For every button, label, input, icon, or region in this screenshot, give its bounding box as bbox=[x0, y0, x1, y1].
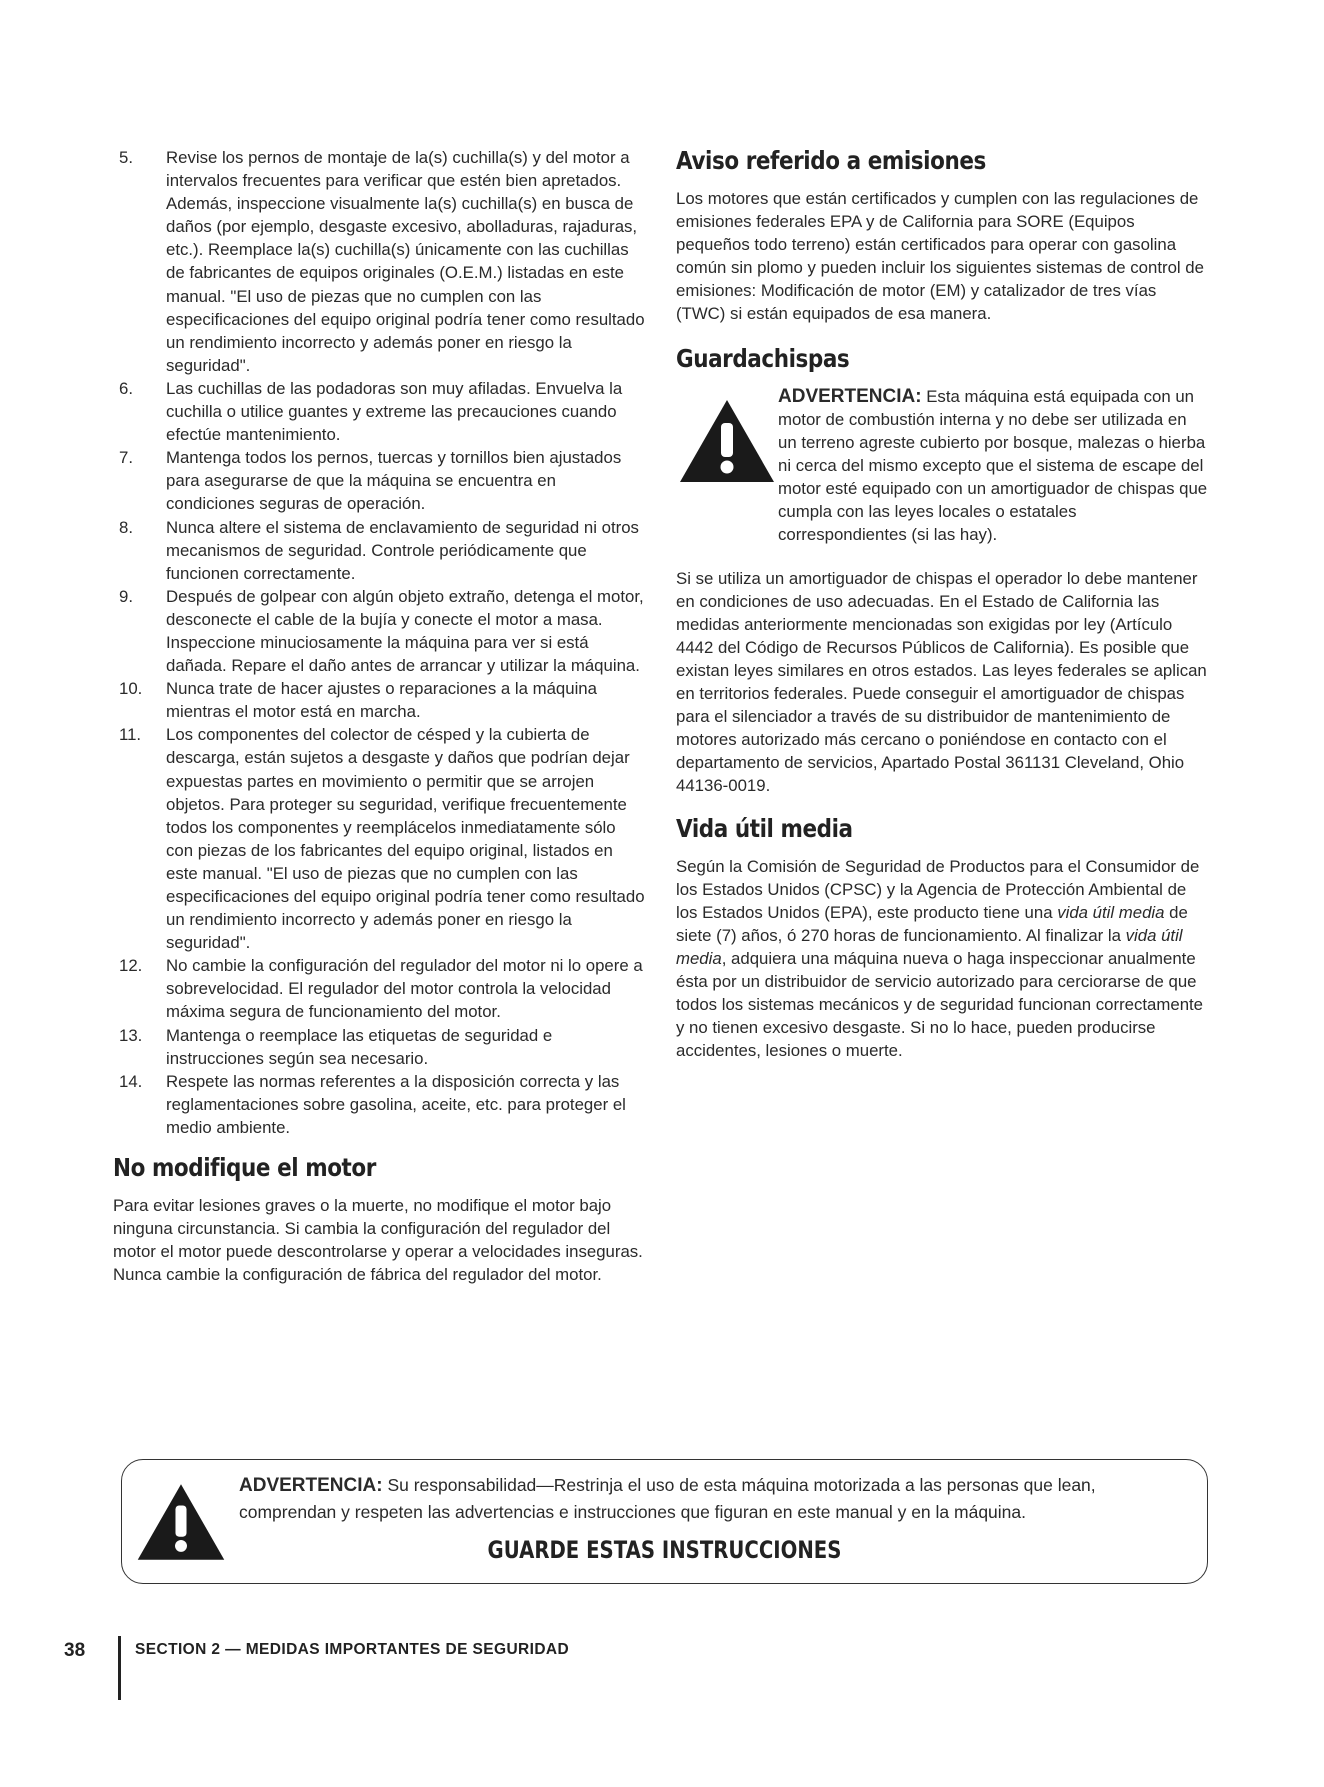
list-item bbox=[113, 1070, 645, 1139]
item-number: 7. bbox=[119, 448, 133, 468]
list-item bbox=[113, 677, 645, 723]
item-text: Después de golpear con algún objeto extraño, detenga el motor, desconecte el cable de la bujía y conecte el motor a masa. Inspeccione minuciosamente la máquina para ver si está dañada. Repare el daño antes de arrancar y utilizar la máquina. bbox=[166, 586, 644, 676]
bottom-warning-box bbox=[121, 1459, 1208, 1584]
motor-heading: No modifique el motor bbox=[113, 1153, 376, 1183]
item-number: 11. bbox=[119, 725, 142, 745]
item-number: 9. bbox=[119, 586, 133, 606]
item-number: 5. bbox=[119, 148, 133, 167]
section-title: SECTION 2 — MEDIDAS IMPORTANTES DE SEGURIDAD bbox=[135, 1641, 570, 1658]
item-number: 14. bbox=[119, 1071, 143, 1091]
safety-list bbox=[113, 146, 645, 1139]
right-column bbox=[676, 146, 1208, 1062]
warning-label: ADVERTENCIA: bbox=[778, 385, 922, 407]
warning-body: Su responsabilidad—Restrinja el uso de esta máquina motorizada a las personas que lean, comprendan y respeten las advertencias e instrucciones que figuran en este manual y en la máquina. bbox=[239, 1475, 1096, 1522]
item-text: Revise los pernos de montaje de la(s) cuchilla(s) y del motor a intervalos frecuentes para verificar que estén bien apretados. Además, inspeccione visualmente la(s) cuchilla(s) en busca de daños (por ejemplo, desgaste excesivo, abolladuras, rajaduras, etc.). Reemplace la(s) cuchilla(s) únicamente con las cuchillas de fabricantes de equipos originales (O.E.M.) listadas en este manual. "El uso de piezas que no cumplen con las especificaciones del equipo original podría tener como resultado un rendimiento incorrecto y además poner en riesgo la seguridad". bbox=[166, 148, 645, 375]
item-text: Nunca trate de hacer ajustes o reparaciones a la máquina mientras el motor está en marcha. bbox=[166, 679, 597, 722]
list-item bbox=[113, 1024, 645, 1070]
item-number: 6. bbox=[119, 378, 133, 398]
item-number: 10. bbox=[119, 679, 143, 699]
service-life-emphasis: vida útil media bbox=[1057, 902, 1165, 922]
item-text: Las cuchillas de las podadoras son muy afiladas. Envuelva la cuchilla o utilice guantes y extreme las precauciones cuando efectúe mantenimiento. bbox=[166, 378, 623, 445]
item-text: Los componentes del colector de césped y la cubierta de descarga, están sujetos a desgaste y daños que podrían dejar expuestas partes en movimiento o permitir que se arrojen objetos. Para proteger su seguridad, verifique frecuentemente todos los componentes y reemplácelos inmediatamente sólo con piezas de los fabricantes del equipo original, listados en este manual. "El uso de piezas que no cumplen con las especificaciones del equipo original podría tener como resultado un rendimiento incorrecto y además poner en riesgo la seguridad". bbox=[166, 725, 645, 953]
list-item bbox=[113, 446, 645, 515]
item-text: No cambie la configuración del regulador del motor ni lo opere a sobrevelocidad. El regulador del motor controla la velocidad máxima segura de funcionamiento del motor. bbox=[166, 956, 643, 1022]
save-instructions-title: GUARDE ESTAS INSTRUCCIONES bbox=[487, 1536, 842, 1564]
item-number: 13. bbox=[119, 1025, 143, 1045]
list-item bbox=[113, 954, 645, 1023]
spark-arrester-heading: Guardachispas bbox=[676, 343, 850, 373]
warning-triangle-icon bbox=[677, 397, 777, 485]
service-life-text: Según la Comisión de Seguridad de Productos para el Consumidor de los Estados Unidos (CPSC) y la Agencia de Protección Ambiental de los Estados Unidos (EPA), este producto tiene una bbox=[676, 856, 1200, 922]
item-text: Respete las normas referentes a la disposición correcta y las reglamentaciones sobre gasolina, aceite, etc. para proteger el medio ambiente. bbox=[166, 1071, 626, 1137]
bottom-warning-text bbox=[239, 1472, 1189, 1525]
warning-triangle-icon bbox=[135, 1481, 227, 1563]
list-item bbox=[113, 723, 645, 954]
item-text: Mantenga todos los pernos, tuercas y tornillos bien ajustados para asegurarse de que la máquina se encuentra en condiciones seguras de operación. bbox=[166, 448, 622, 514]
footer-divider bbox=[118, 1636, 121, 1700]
service-life-paragraph bbox=[676, 855, 1208, 1063]
left-column bbox=[113, 146, 645, 1286]
list-item bbox=[113, 516, 645, 585]
spark-arrester-warning bbox=[676, 385, 1208, 565]
item-text: Mantenga o reemplace las etiquetas de seguridad e instrucciones según sea necesario. bbox=[166, 1025, 553, 1068]
list-item bbox=[113, 146, 645, 377]
motor-paragraph: Para evitar lesiones graves o la muerte, no modifique el motor bajo ninguna circunstancia. Si cambia la configuración del regulador del motor el motor puede descontrolarse y operar a velocidades inseguras. Nunca cambie la configuración de fábrica del regulador del motor. bbox=[113, 1196, 643, 1285]
warning-body: Esta máquina está equipada con un motor de combustión interna y no debe ser utilizada en un terreno agreste cubierto por bosque, malezas o hierba ni cerca del mismo excepto que el sistema de escape del motor esté equipado con un amortiguador de chispas que cumpla con las leyes locales o estatales correspondientes (si las hay). bbox=[778, 386, 1208, 545]
list-item bbox=[113, 585, 645, 677]
warning-text bbox=[778, 385, 1208, 547]
service-life-text: , adquiera una máquina nueva o haga inspeccionar anualmente ésta por un distribuidor de servicio autorizado para cerciorarse de que todos los sistemas mecánicos y de seguridad funcionan correctamente y no tienen excesivo desgaste. Si no lo hace, pueden producirse accidentes, lesiones o muerte. bbox=[676, 948, 1204, 1061]
page-number: 38 bbox=[64, 1640, 86, 1661]
service-life-heading: Vida útil media bbox=[676, 813, 853, 843]
spark-arrester-paragraph: Si se utiliza un amortiguador de chispas el operador lo debe mantener en condiciones de uso adecuadas. En el Estado de California las medidas anteriormente mencionadas son exigidas por ley (Artículo 4442 del Código de Recursos Públicos de California). Es posible que existan leyes similares en otros estados. Las leyes federales se aplican en territorios federales. Puede conseguir el amortiguador de chispas para el silenciador a través de su distribuidor de mantenimiento de motores autorizado más cercano o poniéndose en contacto con el departamento de servicios, Apartado Postal 361131 Cleveland, Ohio 44136-0019. bbox=[676, 568, 1207, 796]
item-text: Nunca altere el sistema de enclavamiento de seguridad ni otros mecanismos de seguridad. Controle periódicamente que funcionen correctamente. bbox=[166, 517, 639, 583]
item-number: 12. bbox=[119, 956, 143, 976]
emissions-paragraph: Los motores que están certificados y cumplen con las regulaciones de emisiones federales EPA y de California para SORE (Equipos pequeños todo terreno) están certificados para operar con gasolina común sin plomo y pueden incluir los siguientes sistemas de control de emisiones: Modificación de motor (EM) y catalizador de tres vías (TWC) si están equipados de esa manera. bbox=[676, 189, 1204, 324]
item-number: 8. bbox=[119, 517, 133, 537]
service-life-text: de siete (7) años, ó 270 horas de funcionamiento. Al finalizar la bbox=[676, 902, 1188, 945]
list-item bbox=[113, 377, 645, 446]
warning-label: ADVERTENCIA: bbox=[239, 1475, 383, 1496]
service-life-emphasis: vida útil media bbox=[676, 925, 1183, 968]
page-footer bbox=[64, 1636, 864, 1696]
emissions-heading: Aviso referido a emisiones bbox=[676, 146, 986, 175]
